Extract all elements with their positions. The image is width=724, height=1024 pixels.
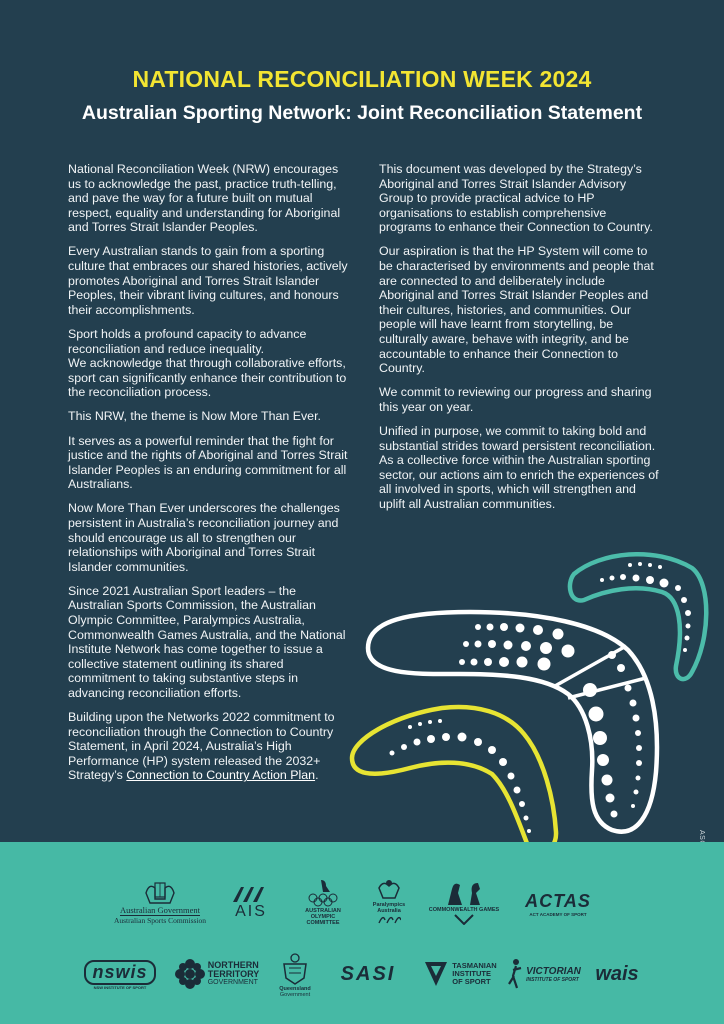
vis-line1: VICTORIAN bbox=[526, 965, 581, 977]
sasi-text: SASI bbox=[340, 962, 396, 985]
tis-line2: INSTITUTE bbox=[452, 969, 492, 978]
tis-line1: TASMANIAN bbox=[452, 961, 497, 970]
ais-mark-icon bbox=[231, 885, 271, 903]
qld-line1: Queensland bbox=[279, 986, 311, 992]
paragraph: Every Australian stands to gain from a sporting culture that embraces our shared histories, actively promotes Aboriginal and Torres Strait Islander Peoples, their vibrant living cultures, and honours their accomplishments. bbox=[68, 244, 348, 317]
paragraph: It serves as a powerful reminder that the fight for justice and the rights of Aboriginal and Torres Strait Islander Peoples is an enduring commitment for all Australians. bbox=[68, 433, 348, 492]
qld-logo bbox=[272, 948, 318, 1002]
tis-logo bbox=[420, 954, 500, 994]
flower-icon bbox=[175, 959, 205, 989]
nt-line2: TERRITORY bbox=[207, 969, 260, 979]
agitos-icon bbox=[377, 914, 401, 924]
paragraph-line: Sport holds a profound capacity to advance reconciliation and reduce inequality. bbox=[68, 326, 307, 356]
aoc-logo bbox=[298, 874, 348, 930]
qld-crest-icon bbox=[278, 952, 312, 986]
paragraph-end: . bbox=[315, 768, 319, 783]
tis-line3: OF SPORT bbox=[452, 977, 491, 986]
wais-logo bbox=[586, 960, 648, 988]
nt-line1: NORTHERN bbox=[207, 960, 259, 970]
asc-logo bbox=[110, 874, 210, 930]
pa-text: Paralympics Australia bbox=[372, 902, 406, 914]
action-plan-link[interactable]: Connection to Country Action Plan bbox=[126, 768, 316, 783]
vis-text-block bbox=[526, 966, 581, 983]
qld-line2: Government bbox=[279, 992, 311, 998]
yellow-boomerang-outline bbox=[352, 707, 556, 842]
cga-logo bbox=[428, 874, 500, 930]
actas-logo bbox=[508, 888, 608, 920]
asc-logo-line1: Australian Government bbox=[119, 904, 201, 915]
nswis-sub: NSW INSTITUTE OF SPORT bbox=[93, 984, 147, 990]
paragraph: Now More Than Ever underscores the challenges persistent in Australia’s reconciliation journey and should encourage us all to strengthen our relationships with Aboriginal and Torres Strait Islander communities. bbox=[68, 501, 340, 574]
white-boomerang-divider bbox=[568, 678, 646, 698]
paragraph: National Reconciliation Week (NRW) encourages us to acknowledge the past, practice truth-telling, and pave the way for a future built on mutual respect, equality and understanding for Aboriginal and Torres Strait Islander Peoples. bbox=[68, 162, 341, 235]
paragraph: This document was developed by the Strategy’s Aboriginal and Torres Strait Islander Advisory Group to provide practical advice to HP organisations to establish comprehensive programs to enhance their Connection to Country. bbox=[379, 162, 653, 235]
paragraph: Unified in purpose, we commit to taking bold and substantial strides toward persistent reconciliation. As a collective force within the Australian sporting sector, our actions aim to enrich the experiences of all involved in sports, which will strengthen and uplift all Australian communities. bbox=[379, 424, 659, 511]
paragraph-text: Building upon the Networks 2022 commitment to reconciliation through the Connection to Country Statement, in April 2024, Australia’s High Performance (HP) system released the 2032+ Strategy’s bbox=[68, 710, 335, 783]
ais-logo bbox=[228, 880, 274, 926]
cga-text: COMMONWEALTH GAMES bbox=[428, 907, 500, 913]
actas-sub: ACT ACADEMY OF SPORT bbox=[529, 911, 587, 917]
coat-of-arms-icon bbox=[143, 879, 177, 905]
nswis-logo bbox=[80, 960, 160, 990]
paralympics-figure-icon bbox=[371, 878, 407, 902]
vis-logo bbox=[506, 954, 582, 994]
kangaroo-rings-icon bbox=[304, 878, 342, 908]
nt-line3: GOVERNMENT bbox=[207, 979, 258, 986]
page-title: NATIONAL RECONCILIATION WEEK 2024 bbox=[132, 66, 592, 92]
paragraph-line: We acknowledge that through collaborative efforts, sport can significantly enhance their contribution to the reconciliation process. bbox=[68, 356, 347, 400]
tis-text-block bbox=[452, 962, 496, 986]
pa-logo bbox=[362, 872, 416, 930]
actas-text: ACTAS bbox=[525, 890, 591, 911]
kangaroo-emu-icon bbox=[440, 879, 488, 907]
nswis-text: nswis bbox=[84, 960, 155, 985]
wais-text: wais bbox=[595, 962, 639, 985]
asc-logo-line2: Australian Sports Commission bbox=[113, 915, 207, 925]
vis-figure-icon bbox=[507, 958, 523, 990]
paragraph: Since 2021 Australian Sport leaders – the Australian Sports Commission, the Australian Olympic Committee, Paralympics Australia, Commonwealth Games Australia, and the National Institute Network has come together to issue a collective statement outlining its shared commitment to taking substantive steps in advancing reconciliation efforts. bbox=[68, 583, 346, 700]
yellow-dots bbox=[390, 719, 532, 833]
paragraph: We commit to reviewing our progress and sharing this year on year. bbox=[379, 385, 652, 414]
vis-line2: INSTITUTE OF SPORT bbox=[526, 976, 579, 983]
page-subtitle: Australian Sporting Network: Joint Reconciliation Statement bbox=[81, 102, 643, 124]
ais-text: AIS bbox=[235, 903, 267, 920]
logo-footer bbox=[0, 842, 724, 1024]
aoc-text: AUSTRALIAN OLYMPIC COMMITTEE bbox=[305, 908, 341, 926]
paragraph: Our aspiration is that the HP System will come to be characterised by environments and people that are connected to and deliberately include Aboriginal and Torres Strait Islander Peoples and their cultures, histories, and communities. Our people will have learnt from storytelling, be culturally aware, behave with integrity, and be accountable to enhance their Connection to Country. bbox=[379, 244, 654, 376]
cga-shield-icon bbox=[453, 913, 475, 925]
paragraph: This NRW, the theme is Now More Than Ever. bbox=[68, 409, 321, 424]
tis-triangle-icon bbox=[423, 960, 449, 988]
nt-text-block bbox=[208, 961, 260, 987]
sasi-logo bbox=[328, 960, 408, 988]
nt-logo bbox=[172, 956, 262, 992]
